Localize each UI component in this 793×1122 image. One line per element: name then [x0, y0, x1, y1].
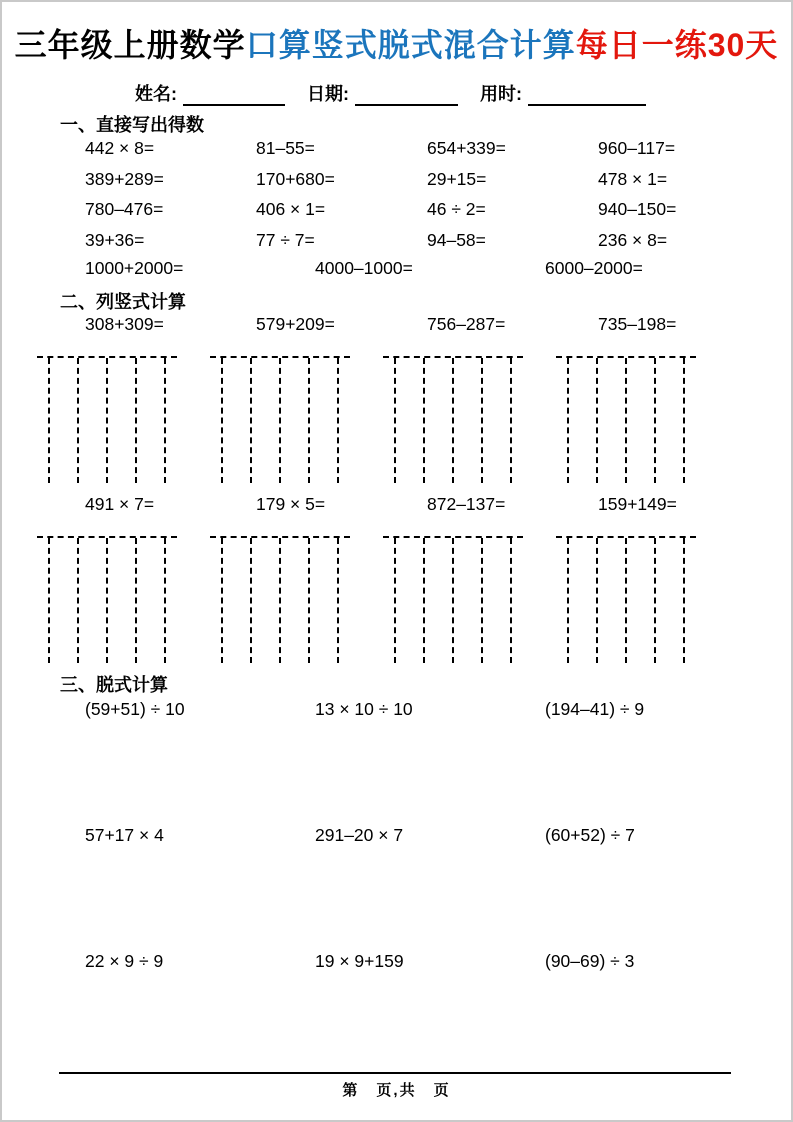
stepwise-problems-row1	[85, 699, 775, 720]
column-guide-line	[77, 358, 79, 483]
problem: 735–198=	[598, 314, 677, 334]
problem: (60+52) ÷ 7	[545, 825, 635, 845]
stepwise-problems-row3	[85, 951, 775, 972]
problem: 39+36=	[85, 229, 145, 250]
vertical-work-area	[556, 536, 696, 663]
column-guide-line	[394, 538, 396, 663]
problem: 291–20 × 7	[315, 825, 404, 845]
time-blank-line	[528, 86, 646, 106]
problem: 406 × 1=	[256, 199, 326, 219]
column-guide-line	[654, 358, 656, 483]
info-row	[135, 84, 646, 106]
oral-problems-wide-row	[85, 258, 775, 279]
oral-problems-grid	[85, 138, 769, 260]
problem: (194–41) ÷ 9	[545, 699, 645, 719]
column-guide-line	[106, 358, 108, 483]
column-guide-line	[164, 358, 166, 483]
column-guide-line	[481, 358, 483, 483]
problem: 491 × 7=	[85, 494, 155, 514]
column-guide-line	[510, 538, 512, 663]
column-guide-line	[452, 538, 454, 663]
problem: 442 × 8=	[85, 138, 155, 158]
column-guide-line	[423, 358, 425, 483]
problem: 1000+2000=	[85, 258, 184, 278]
vertical-work-band-1	[37, 356, 696, 483]
date-label: 日期:	[307, 84, 349, 104]
problem: 77 ÷ 7=	[256, 229, 315, 250]
column-guide-line	[279, 538, 281, 663]
time-label: 用时:	[480, 84, 522, 104]
vertical-work-band-2	[37, 536, 696, 663]
vertical-work-area	[210, 356, 350, 483]
title-series-part: 每日一练30天	[575, 27, 779, 63]
page-number-text: 第 页,共 页	[342, 1082, 451, 1099]
column-guide-line	[250, 358, 252, 483]
column-guide-line	[308, 538, 310, 663]
problem: 960–117=	[598, 138, 676, 158]
column-guide-line	[48, 358, 50, 483]
column-guide-line	[337, 538, 339, 663]
column-guide-line	[221, 538, 223, 663]
title-topic-part: 口算竖式脱式混合计算	[245, 27, 576, 63]
column-guide-line	[567, 358, 569, 483]
section3-heading: 三、脱式计算	[60, 675, 168, 695]
column-guide-line	[394, 358, 396, 483]
vertical-work-area	[37, 356, 177, 483]
vertical-problems-row2	[85, 494, 769, 515]
name-blank-line	[183, 86, 285, 106]
problem: 940–150=	[598, 199, 677, 219]
problem: 57+17 × 4	[85, 825, 164, 845]
problem: 170+680=	[256, 168, 335, 189]
problem: 756–287=	[427, 314, 506, 334]
problem: 780–476=	[85, 199, 164, 219]
problem: 654+339=	[427, 138, 506, 158]
column-guide-line	[683, 358, 685, 483]
page-title	[0, 20, 793, 66]
column-guide-line	[135, 538, 137, 663]
problem: 13 × 10 ÷ 10	[315, 699, 413, 719]
vertical-work-area	[556, 356, 696, 483]
vertical-work-area	[383, 536, 523, 663]
column-guide-line	[683, 538, 685, 663]
vertical-work-area	[210, 536, 350, 663]
section2-heading: 二、列竖式计算	[60, 292, 186, 312]
column-guide-line	[481, 538, 483, 663]
column-guide-line	[625, 358, 627, 483]
footer-divider	[59, 1072, 731, 1074]
problem: 159+149=	[598, 494, 677, 514]
problem: 81–55=	[256, 138, 315, 158]
problem: 308+309=	[85, 314, 164, 334]
column-guide-line	[625, 538, 627, 663]
column-guide-line	[279, 358, 281, 483]
column-guide-line	[250, 538, 252, 663]
problem: 29+15=	[427, 168, 487, 189]
column-guide-line	[423, 538, 425, 663]
vertical-work-area	[383, 356, 523, 483]
column-guide-line	[135, 358, 137, 483]
column-guide-line	[77, 538, 79, 663]
column-guide-line	[221, 358, 223, 483]
problem: 389+289=	[85, 168, 164, 189]
column-guide-line	[567, 538, 569, 663]
problem: (90–69) ÷ 3	[545, 951, 635, 971]
problem: 872–137=	[427, 494, 506, 514]
stepwise-problems-row2	[85, 825, 775, 846]
date-blank-line	[355, 86, 458, 106]
name-label: 姓名:	[135, 84, 177, 104]
problem: 94–58=	[427, 229, 486, 250]
column-guide-line	[48, 538, 50, 663]
column-guide-line	[596, 358, 598, 483]
column-guide-line	[164, 538, 166, 663]
problem: (59+51) ÷ 10	[85, 699, 185, 719]
problem: 579+209=	[256, 314, 335, 334]
vertical-problems-row1	[85, 314, 769, 335]
column-guide-line	[596, 538, 598, 663]
problem: 179 × 5=	[256, 494, 326, 514]
problem: 22 × 9 ÷ 9	[85, 951, 164, 971]
problem: 236 × 8=	[598, 229, 668, 250]
column-guide-line	[106, 538, 108, 663]
column-guide-line	[337, 358, 339, 483]
vertical-work-area	[37, 536, 177, 663]
problem: 19 × 9+159	[315, 951, 404, 971]
column-guide-line	[452, 358, 454, 483]
problem: 46 ÷ 2=	[427, 199, 486, 219]
title-grade-part: 三年级上册数学	[14, 27, 246, 63]
column-guide-line	[654, 538, 656, 663]
section1-heading: 一、直接写出得数	[60, 115, 204, 135]
problem: 478 × 1=	[598, 168, 668, 189]
column-guide-line	[308, 358, 310, 483]
problem: 4000–1000=	[315, 258, 413, 278]
column-guide-line	[510, 358, 512, 483]
problem: 6000–2000=	[545, 258, 643, 278]
